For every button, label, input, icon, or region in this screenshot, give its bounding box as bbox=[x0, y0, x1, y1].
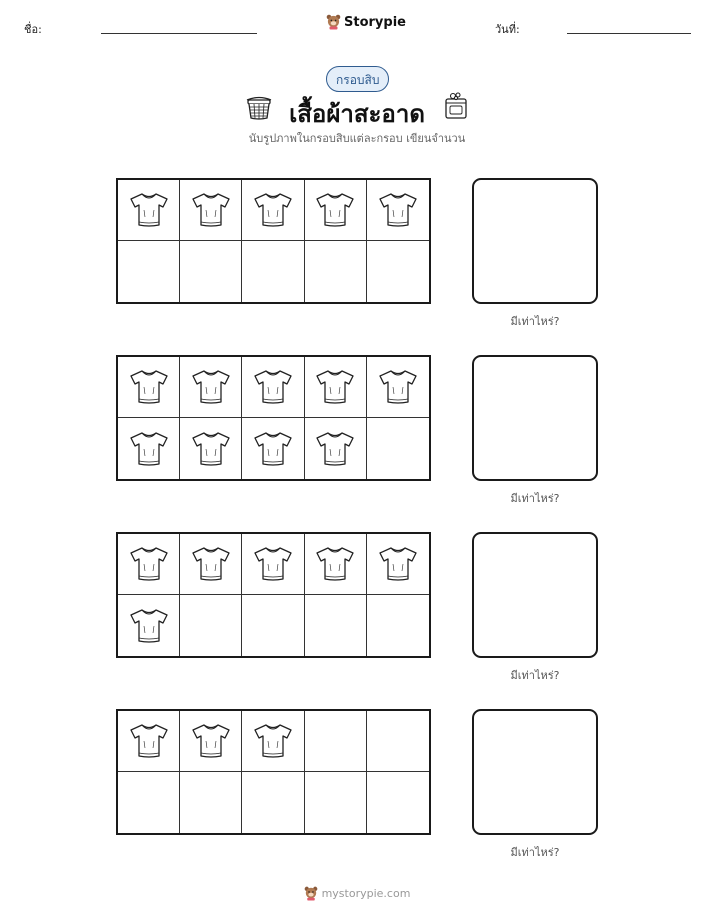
bear-mascot-icon bbox=[304, 886, 318, 901]
frame-cell bbox=[242, 534, 304, 595]
frame-cell bbox=[305, 595, 367, 656]
frame-cell bbox=[367, 595, 429, 656]
t-shirt-icon bbox=[189, 721, 233, 761]
frame-cell bbox=[242, 711, 304, 772]
frame-cell bbox=[367, 180, 429, 241]
t-shirt-icon bbox=[251, 367, 295, 407]
answer-box-4[interactable] bbox=[472, 709, 598, 835]
frame-cell bbox=[180, 595, 242, 656]
t-shirt-icon bbox=[127, 544, 171, 584]
t-shirt-icon bbox=[127, 367, 171, 407]
page-title: เสื้อผ้าสะอาด bbox=[289, 100, 425, 128]
ten-frame-2 bbox=[116, 355, 431, 481]
t-shirt-icon bbox=[251, 429, 295, 469]
t-shirt-icon bbox=[251, 544, 295, 584]
t-shirt-icon bbox=[251, 721, 295, 761]
frame-cell bbox=[305, 534, 367, 595]
frame-cell bbox=[180, 357, 242, 418]
frame-cell bbox=[118, 357, 180, 418]
t-shirt-icon bbox=[189, 429, 233, 469]
brand-logo bbox=[326, 14, 406, 30]
t-shirt-icon bbox=[313, 190, 357, 230]
name-label: ชื่อ: bbox=[24, 23, 42, 36]
frame-cell bbox=[180, 534, 242, 595]
date-line[interactable] bbox=[567, 33, 691, 34]
frame-cell bbox=[118, 772, 180, 833]
frame-cell bbox=[180, 772, 242, 833]
answer-box-3[interactable] bbox=[472, 532, 598, 658]
frame-cell bbox=[242, 595, 304, 656]
frame-cell bbox=[305, 711, 367, 772]
t-shirt-icon bbox=[127, 606, 171, 646]
frame-cell bbox=[118, 180, 180, 241]
topic-badge: กรอบสิบ bbox=[326, 66, 389, 92]
ten-frame-1 bbox=[116, 178, 431, 304]
frame-cell bbox=[305, 418, 367, 479]
footer bbox=[0, 886, 714, 901]
count-question-2: มีเท่าไหร่? bbox=[510, 492, 560, 505]
frame-cell bbox=[118, 534, 180, 595]
frame-cell bbox=[180, 180, 242, 241]
frame-cell bbox=[180, 241, 242, 302]
frame-cell bbox=[305, 357, 367, 418]
frame-cell bbox=[242, 772, 304, 833]
frame-cell bbox=[305, 241, 367, 302]
frame-cell bbox=[367, 357, 429, 418]
frame-cell bbox=[118, 241, 180, 302]
detergent-box-icon bbox=[441, 91, 471, 125]
frame-cell bbox=[118, 711, 180, 772]
frame-cell bbox=[118, 595, 180, 656]
frame-cell bbox=[305, 772, 367, 833]
frame-cell bbox=[180, 711, 242, 772]
footer-url: mystorypie.com bbox=[321, 887, 411, 900]
t-shirt-icon bbox=[313, 544, 357, 584]
t-shirt-icon bbox=[376, 190, 420, 230]
ten-frame-4 bbox=[116, 709, 431, 835]
bear-mascot-icon bbox=[326, 14, 341, 30]
name-line[interactable] bbox=[101, 33, 257, 34]
t-shirt-icon bbox=[251, 190, 295, 230]
frame-cell bbox=[367, 241, 429, 302]
t-shirt-icon bbox=[127, 190, 171, 230]
frame-cell bbox=[367, 711, 429, 772]
t-shirt-icon bbox=[189, 190, 233, 230]
frame-cell bbox=[180, 418, 242, 479]
frame-cell bbox=[242, 357, 304, 418]
instructions: นับรูปภาพในกรอบสิบแต่ละกรอบ เขียนจำนวน bbox=[248, 132, 466, 145]
t-shirt-icon bbox=[313, 429, 357, 469]
brand-name: Storypie bbox=[344, 14, 406, 30]
frame-cell bbox=[118, 418, 180, 479]
frame-cell bbox=[367, 772, 429, 833]
t-shirt-icon bbox=[313, 367, 357, 407]
t-shirt-icon bbox=[376, 367, 420, 407]
count-question-4: มีเท่าไหร่? bbox=[510, 846, 560, 859]
answer-box-2[interactable] bbox=[472, 355, 598, 481]
count-question-3: มีเท่าไหร่? bbox=[510, 669, 560, 682]
answer-box-1[interactable] bbox=[472, 178, 598, 304]
t-shirt-icon bbox=[189, 367, 233, 407]
frame-cell bbox=[367, 534, 429, 595]
count-question-1: มีเท่าไหร่? bbox=[510, 315, 560, 328]
t-shirt-icon bbox=[127, 721, 171, 761]
frame-cell bbox=[367, 418, 429, 479]
t-shirt-icon bbox=[376, 544, 420, 584]
t-shirt-icon bbox=[189, 544, 233, 584]
frame-cell bbox=[242, 180, 304, 241]
frame-cell bbox=[242, 241, 304, 302]
ten-frame-3 bbox=[116, 532, 431, 658]
t-shirt-icon bbox=[127, 429, 171, 469]
frame-cell bbox=[305, 180, 367, 241]
date-label: วันที่: bbox=[495, 23, 520, 36]
frame-cell bbox=[242, 418, 304, 479]
